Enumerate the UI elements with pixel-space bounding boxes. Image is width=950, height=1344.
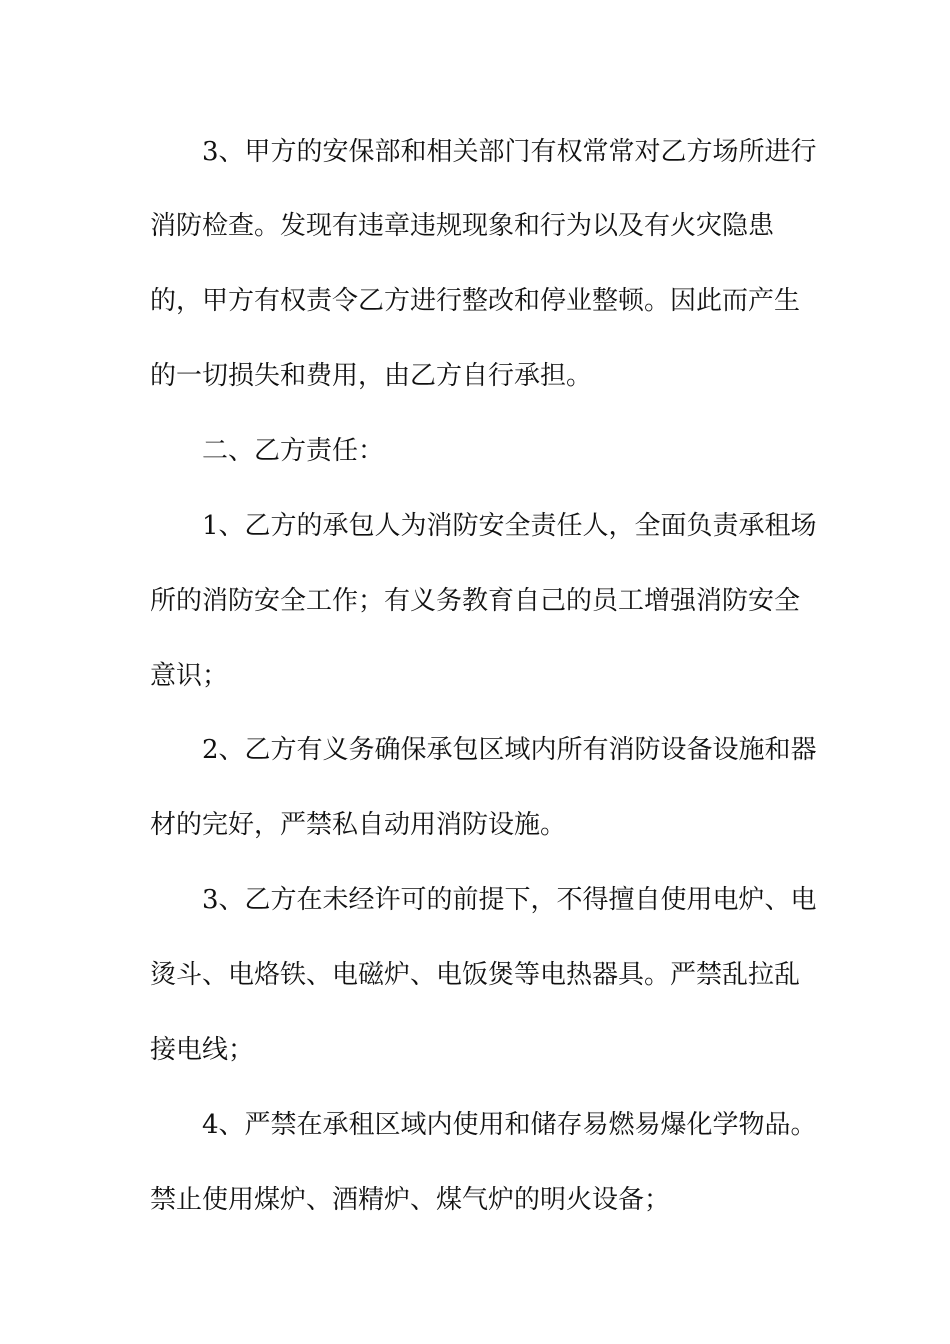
paragraph-line: 所的消防安全工作；有义务教育自己的员工增强消防安全 bbox=[150, 586, 801, 616]
paragraph-line: 3、甲方的安保部和相关部门有权常常对乙方场所进行 bbox=[202, 137, 817, 167]
paragraph-line: 的，甲方有权责令乙方进行整改和停业整顿。因此而产生 bbox=[150, 286, 801, 316]
paragraph-line: 材的完好，严禁私自动用消防设施。 bbox=[150, 810, 567, 840]
paragraph-line: 的一切损失和费用，由乙方自行承担。 bbox=[150, 361, 593, 391]
paragraph-line: 4、严禁在承租区域内使用和储存易燃易爆化学物品。 bbox=[202, 1110, 817, 1140]
paragraph-line: 1、乙方的承包人为消防安全责任人，全面负责承租场 bbox=[202, 511, 817, 541]
paragraph-line: 禁止使用煤炉、酒精炉、煤气炉的明火设备； bbox=[150, 1185, 671, 1215]
paragraph-line: 烫斗、电烙铁、电磁炉、电饭煲等电热器具。严禁乱拉乱 bbox=[150, 960, 801, 990]
paragraph-line: 3、乙方在未经许可的前提下，不得擅自使用电炉、电 bbox=[202, 885, 817, 915]
paragraph-line: 接电线； bbox=[150, 1035, 255, 1065]
paragraph-line: 意识； bbox=[150, 661, 229, 691]
paragraph-line: 2、乙方有义务确保承包区域内所有消防设备设施和器 bbox=[202, 735, 817, 765]
section-heading: 二、乙方责任： bbox=[202, 436, 385, 466]
paragraph-line: 消防检查。发现有违章违规现象和行为以及有火灾隐患 bbox=[150, 211, 775, 241]
